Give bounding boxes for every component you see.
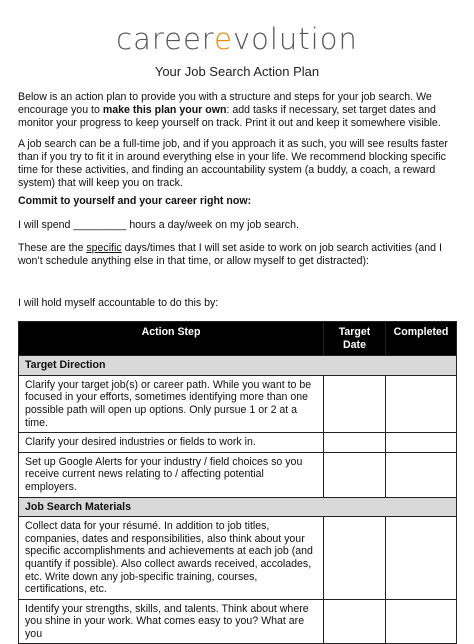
table-header-row <box>19 322 457 356</box>
table-row <box>19 599 457 644</box>
intro-paragraph: Below is an action plan to provide you with a structure and steps for your job search. We encourage you to make this plan your own: add tasks if necessary, set target dates and monitor your progress to keep yourself on track. Print it out and keep it somewhere visible. <box>18 91 441 129</box>
table-row <box>19 517 457 600</box>
completed-cell[interactable] <box>386 433 457 453</box>
section-row-target-direction <box>19 356 457 376</box>
page-title: Your Job Search Action Plan <box>154 64 320 79</box>
header-action-step: Action Step <box>19 322 324 356</box>
table-row <box>19 433 457 453</box>
completed-cell[interactable] <box>386 517 457 600</box>
action-step-cell: Clarify your desired industries or fields to work in. <box>19 433 324 453</box>
header-completed: Completed <box>386 322 457 356</box>
table-row <box>19 452 457 497</box>
fulltime-paragraph: A job search can be a full-time job, and if you approach it as such, you will see results faster than if you try to fit it in around everything else in your life. We recommend blocking specific time for these activities, and finding an accountability system (a buddy, a coach, a reward system) that will keep you on track. <box>18 138 448 189</box>
header-target-date: Target Date <box>324 322 386 356</box>
target-date-cell[interactable] <box>324 599 386 644</box>
target-date-cell[interactable] <box>324 452 386 497</box>
table-row <box>19 375 457 432</box>
completed-cell[interactable] <box>386 452 457 497</box>
schedule-statement: These are the specific days/times that I will set aside to work on job search activities (and I won’t schedule anything else in that time, or allow myself to get distracted): <box>18 242 442 267</box>
action-step-cell: Identify your strengths, skills, and talents. Think about where you shine in your work. What comes easy to you? What are you <box>19 599 324 644</box>
action-step-cell: Clarify your target job(s) or career path. While you want to be focused in your efforts, sometimes identifying more than one possible path will open up options. Only pursue 1 or 2 at a time. <box>19 375 324 432</box>
accountable-statement: I will hold myself accountable to do this by: <box>18 297 219 309</box>
action-step-cell: Set up Google Alerts for your industry / field choices so you receive current news relating to / affecting potential employers. <box>19 452 324 497</box>
section-title: Job Search Materials <box>19 497 457 517</box>
target-date-cell[interactable] <box>324 433 386 453</box>
commit-heading: Commit to yourself and your career right now: <box>18 195 252 207</box>
target-date-cell[interactable] <box>324 375 386 432</box>
company-logo: careerevolution <box>116 22 358 56</box>
section-row-job-search-materials <box>19 497 457 517</box>
spend-statement: I will spend _________ hours a day/week on my job search. <box>18 219 299 231</box>
target-date-cell[interactable] <box>324 517 386 600</box>
section-title: Target Direction <box>19 356 457 376</box>
action-plan-table <box>18 321 457 644</box>
completed-cell[interactable] <box>386 375 457 432</box>
action-step-cell: Collect data for your résumé. In addition to job titles, companies, dates and responsibilities, also think about your specific accomplishments and achievements at each job (and quantify if possible). Also collect awards received, accolades, etc. Write down any job-specific training, courses, certifications, etc. <box>19 517 324 600</box>
completed-cell[interactable] <box>386 599 457 644</box>
